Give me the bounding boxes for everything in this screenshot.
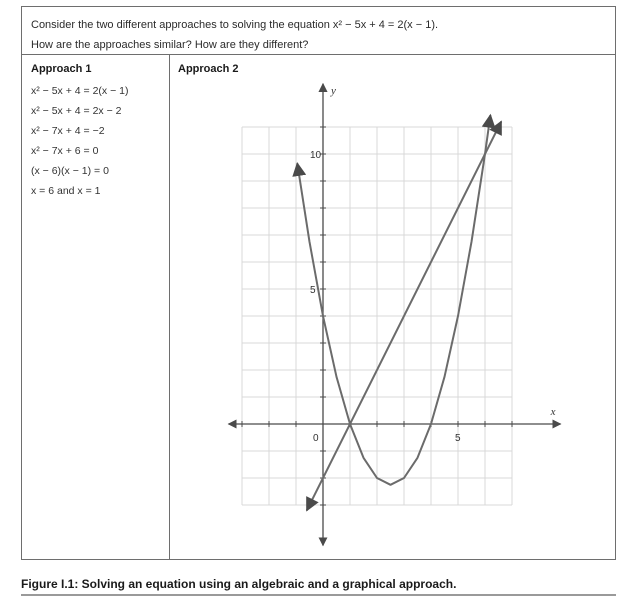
approach-2-title: Approach 2 [178, 63, 239, 75]
step-2: x² − 5x + 4 = 2x − 2 [31, 105, 122, 117]
axes [229, 84, 561, 546]
approach-2-graph [205, 80, 565, 560]
step-3: x² − 7x + 4 = −2 [31, 125, 105, 137]
approach-1-title: Approach 1 [31, 63, 92, 75]
grid-lines [242, 127, 512, 505]
graph-svg [205, 80, 565, 560]
x-tick-label: 0 [313, 433, 319, 444]
step-5: (x − 6)(x − 1) = 0 [31, 165, 109, 177]
parabola-curve [297, 115, 490, 485]
problem-statement [22, 7, 615, 55]
problem-line-1: Consider the two different approaches to solving the equation x² − 5x + 4 = 2(x − 1). [31, 19, 439, 31]
problem-line-2: How are the approaches similar? How are they different? [31, 39, 309, 51]
approach-1-steps [31, 81, 166, 201]
step-4: x² − 7x + 6 = 0 [31, 145, 99, 157]
y-tick-label: 5 [310, 285, 316, 296]
y-tick-label: 10 [310, 150, 322, 161]
y-axis-label: y [331, 84, 336, 97]
caption-rule [21, 594, 616, 596]
step-6: x = 6 and x = 1 [31, 185, 101, 197]
step-1: x² − 5x + 4 = 2(x − 1) [31, 85, 129, 97]
column-divider [169, 55, 170, 560]
x-axis-label: x [550, 406, 556, 418]
x-tick-label: 5 [455, 433, 461, 444]
approach-1-panel [31, 62, 166, 201]
figure-caption: Figure I.1: Solving an equation using an algebraic and a graphical approach. [21, 577, 457, 591]
tick-labels [310, 85, 556, 444]
